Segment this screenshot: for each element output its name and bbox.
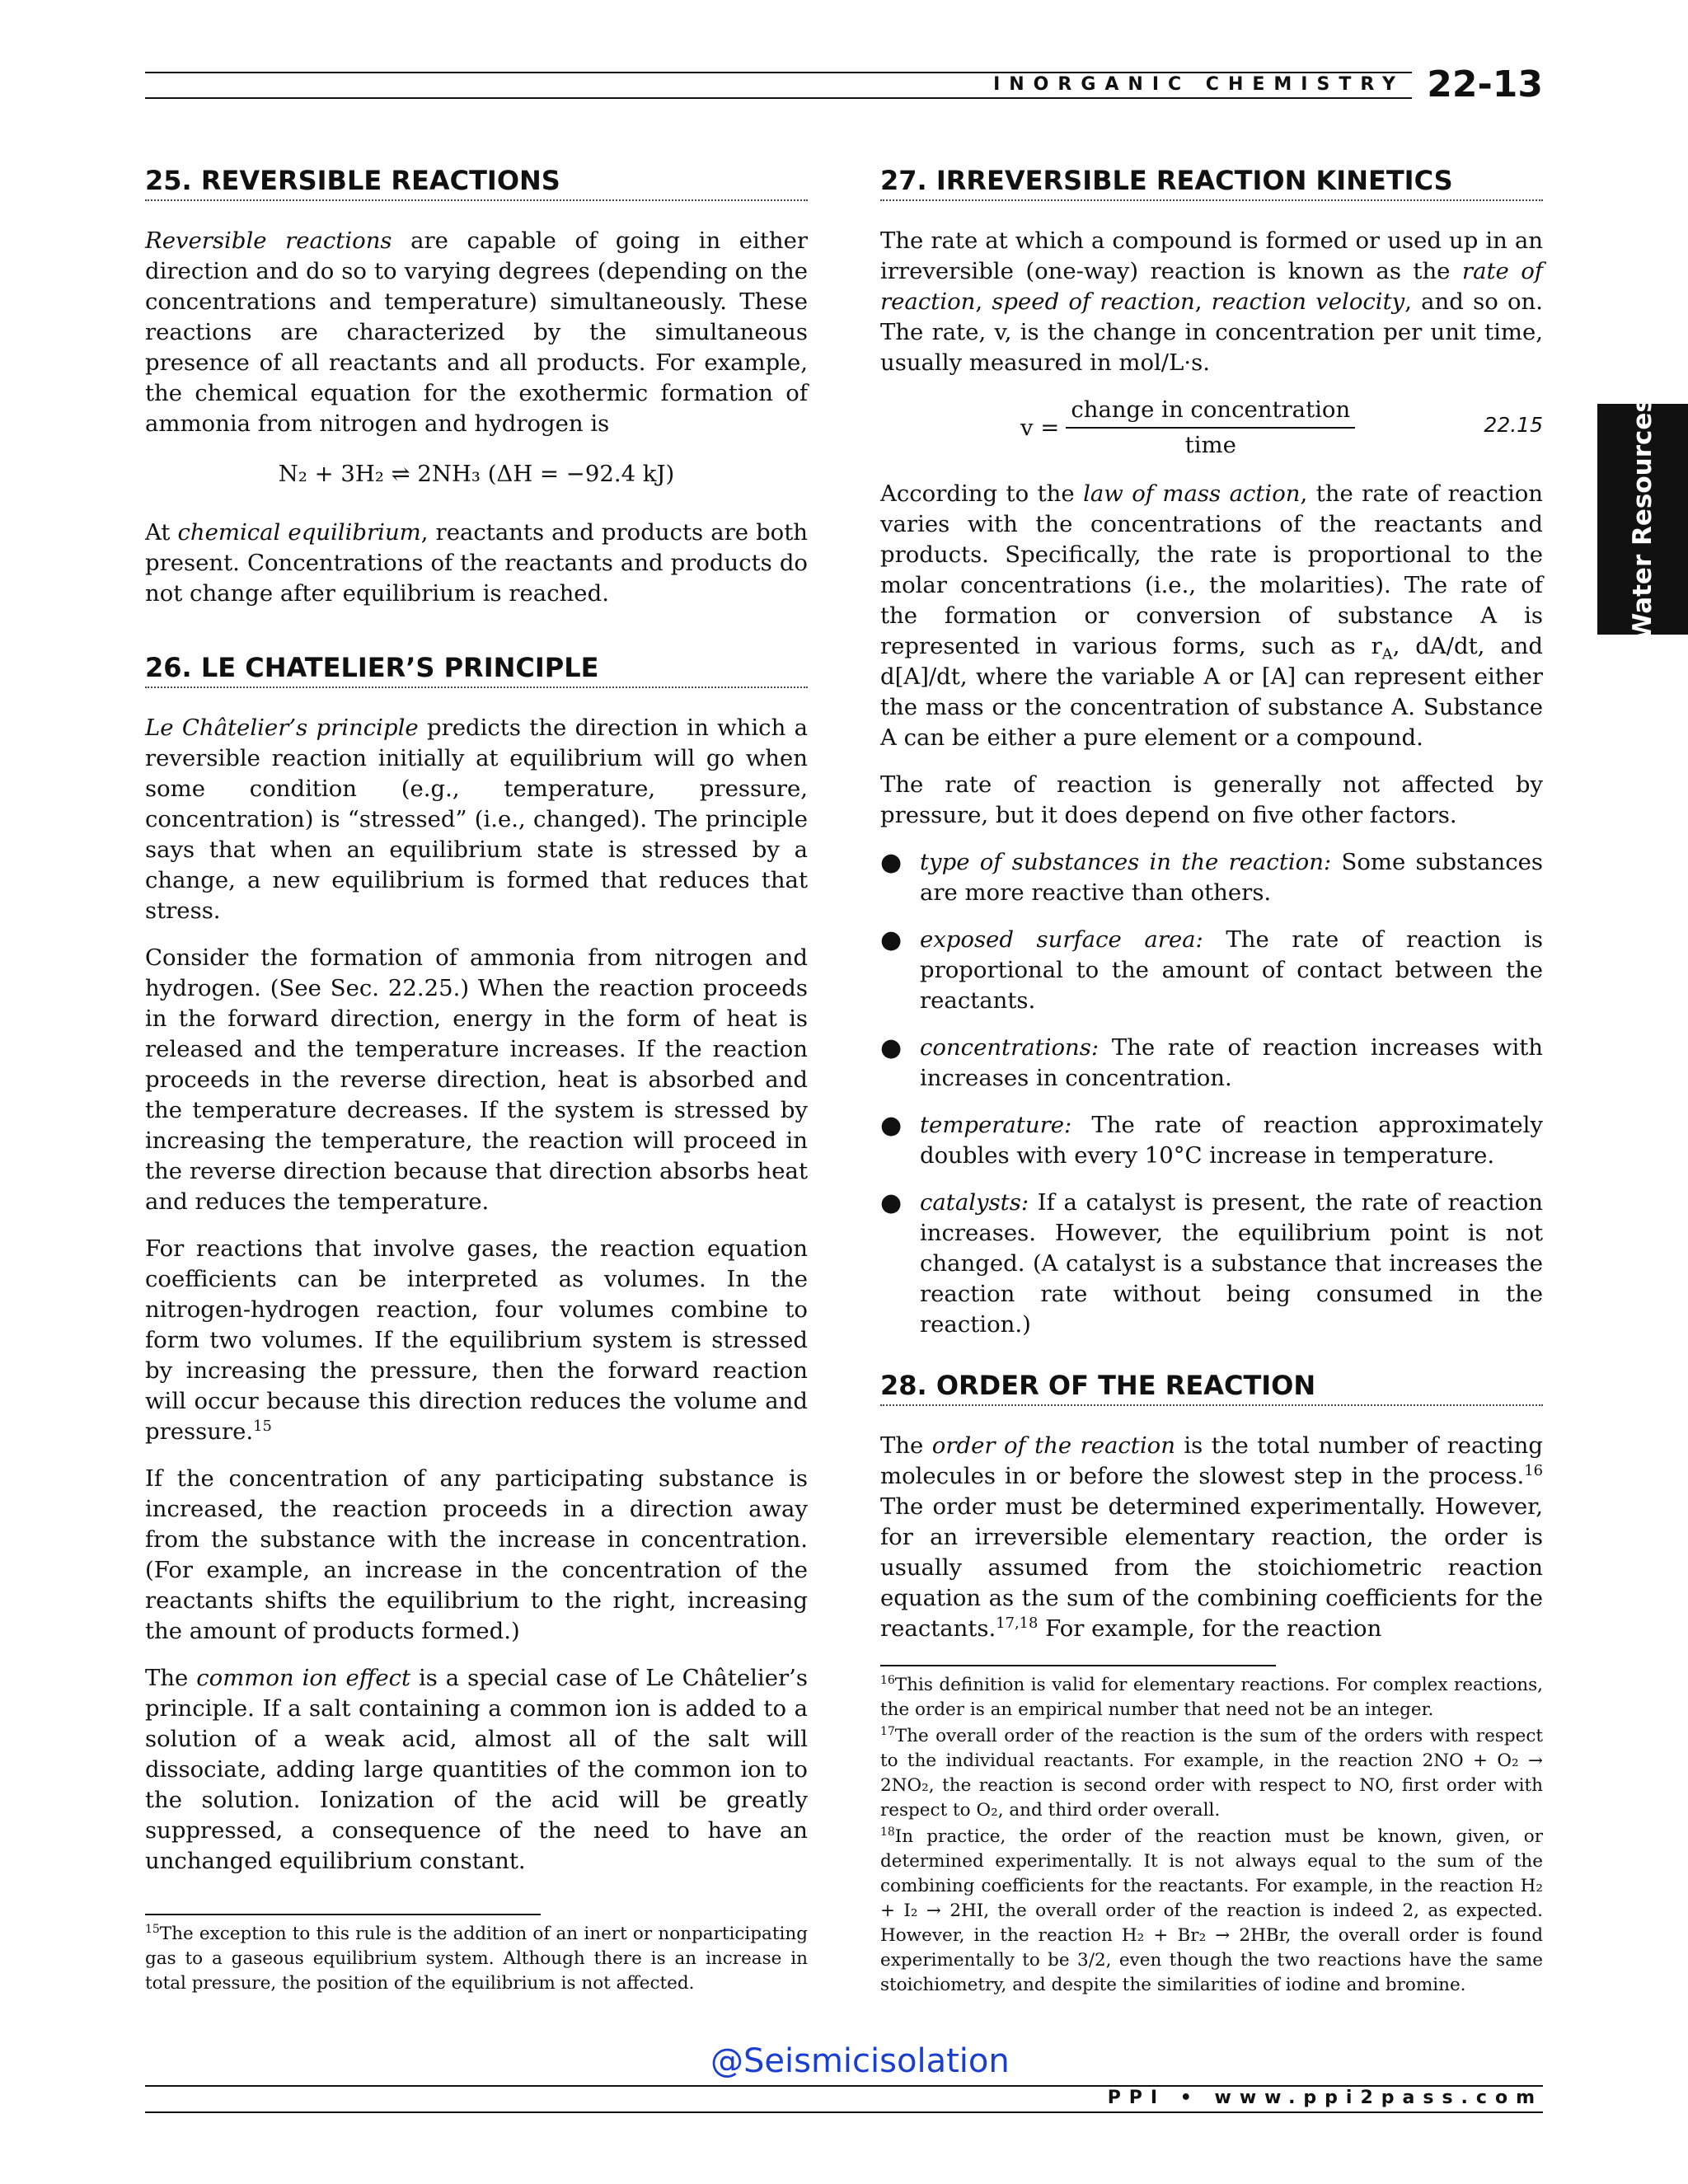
term: reaction velocity: [1211, 288, 1405, 315]
term: law of mass action: [1083, 480, 1301, 507]
list-item: ● catalysts: If a catalyst is present, the rate of reaction increases. However, the equilibrium point is not changed. (A catalyst is a substance that increases the reaction rate without being consumed in the reaction.): [880, 1188, 1543, 1338]
footer-rule-bottom: [145, 2111, 1543, 2113]
footnote-16: $^{16}$This definition is valid for elementary reactions. For complex reactions, the order is an empirical number that need not be an integer.: [880, 1673, 1543, 1720]
term: order of the reaction: [931, 1432, 1175, 1459]
section-26-paragraph-5: The common ion effect is a special case of Le Châtelier’s principle. If a salt containing a common ion is added to a solution of a weak acid, almost all of the salt will dissociate, adding large quantities of the common ion to the solution. Ionization of the acid will be greatly suppressed, a consequence of the need to have an unchanged equilibrium constant.: [145, 1665, 808, 1874]
footnotes-right: [880, 1665, 1543, 1999]
side-tab-label: Water Resources: [1628, 397, 1658, 641]
footnote-ref: 15: [253, 1417, 272, 1435]
list-item: ● temperature: The rate of reaction approximately doubles with every 10°C increase in temperature.: [880, 1111, 1543, 1169]
term: Le Châtelier’s principle: [145, 715, 419, 741]
footnotes-left: [145, 1914, 808, 1998]
header-rule-bottom: [145, 97, 1543, 99]
section-26-heading: 26. LE CHATELIER’S PRINCIPLE: [145, 652, 808, 688]
section-27-paragraph-2: According to the law of mass action, the rate of reaction varies with the concentrations of the reactants and products. Specifically, the rate is proportional to the molar concentrations (i.e., the molarities). The rate of the formation or conversion of substance A is represented in various forms, such as $r_A$, dA/dt, and d[A]/dt, where the variable A or [A] can represent either the mass or the concentration of substance A. Substance A can be either a pure element or a compound.: [880, 480, 1544, 751]
rate-factors-list: [880, 847, 1543, 1340]
rate-equation-lhs: v =: [1020, 414, 1060, 441]
footnote-rule: [145, 1914, 541, 1915]
bullet-icon: ●: [880, 926, 903, 954]
footer-publisher-url: PPI • www.ppi2pass.com: [1107, 2088, 1543, 2108]
section-26-paragraph-2: Consider the formation of ammonia from nitrogen and hydrogen. (See Sec. 22.25.) When the reaction proceeds in the forward direction, energy in the form of heat is released and the temperature increases. If the reaction proceeds in the reverse direction, heat is absorbed and the temperature decreases. If the system is stressed by increasing the temperature, the reaction will proceed in the reverse direction because that direction absorbs heat and reduces the temperature.: [145, 944, 808, 1215]
footnote-17: $^{17}$The overall order of the reaction is the sum of the orders with respect to the individual reactants. For example, in the reaction 2NO + O₂ → 2NO₂, the reaction is second order with respect to NO, first order with respect to O₂, and third order overall.: [880, 1724, 1543, 1821]
section-28-heading: 28. ORDER OF THE REACTION: [880, 1370, 1543, 1406]
footnote-15: $^{15}$The exception to this rule is the addition of an inert or nonparticipating gas to a gaseous equilibrium system. Although there is an increase in total pressure, the position of the equilibrium is not affected.: [145, 1922, 808, 1994]
rate-equation-numerator: change in concentration: [1066, 395, 1355, 429]
list-item: ● type of substances in the reaction: Some substances are more reactive than others.: [880, 848, 1543, 906]
footnote-18: $^{18}$In practice, the order of the reaction must be known, given, or determined experimentally. It is not always equal to the sum of the combining coefficients for the reactants. For example, in the reaction H₂ + I₂ → 2HI, the overall order of the reaction is indeed 2, as expected. However, in the reaction H₂ + Br₂ → 2HBr, the overall order is found experimentally to be 3/2, even though the two reactions have the same stoichiometry, and despite the similarities of iodine and bromine.: [880, 1825, 1543, 1995]
section-28-paragraph-1: The order of the reaction is the total number of reacting molecules in or before the slowest step in the process.$^{16}$ The order must be determined experimentally. However, for an irreversible elementary reaction, the order is usually assumed from the stoichiometric reaction equation as the sum of the combining coefficients for the reactants.$^{17,18}$ For example, for the reaction: [880, 1432, 1543, 1642]
left-column: [145, 165, 808, 1893]
list-item: ● concentrations: The rate of reaction increases with increases in concentration.: [880, 1033, 1543, 1091]
footnote-ref: 17,18: [996, 1614, 1039, 1632]
rate-equation-denominator: time: [1184, 432, 1236, 458]
term: Reversible reactions: [145, 227, 392, 254]
section-27-paragraph-3: The rate of reaction is generally not affected by pressure, but it does depend on five other factors.: [880, 771, 1543, 828]
section-27-paragraph-1: The rate at which a compound is formed or used up in an irreversible (one-way) reaction is known as the rate of reaction, speed of reaction, reaction velocity, and so on. The rate, v, is the change in concentration per unit time, usually measured in mol/L·s.: [880, 227, 1543, 376]
running-title: INORGANIC CHEMISTRY: [993, 74, 1404, 95]
section-25-heading: 25. REVERSIBLE REACTIONS: [145, 165, 808, 201]
footnote-rule: [880, 1665, 1276, 1666]
term: speed of reaction: [992, 288, 1195, 315]
bullet-icon: ●: [880, 1111, 903, 1140]
list-item: ● exposed surface area: The rate of reaction is proportional to the amount of contact between the reactants.: [880, 926, 1543, 1014]
section-27-heading: 27. IRREVERSIBLE REACTION KINETICS: [880, 165, 1543, 201]
ammonia-equation: N₂ + 3H₂ ⇌ 2NH₃ (ΔH = −92.4 kJ): [278, 461, 675, 487]
section-26-paragraph-3: For reactions that involve gases, the reaction equation coefficients can be interpreted as volumes. In the nitrogen-hydrogen reaction, four volumes combine to form two volumes. If the equilibrium system is stressed by increasing the pressure, then the forward reaction will occur because this direction reduces the volume and pressure.$^{15}$: [145, 1235, 808, 1445]
section-26-paragraph-1: Le Châtelier’s principle predicts the direction in which a reversible reaction initially at equilibrium will go when some condition (e.g., temperature, pressure, concentration) is “stressed” (i.e., changed). The principle says that when an equilibrium state is stressed by a change, a new equilibrium is formed that reduces that stress.: [145, 715, 809, 924]
page-number: 22-13: [1412, 62, 1543, 108]
equation-number: 22.15: [1484, 413, 1543, 437]
term: chemical equilibrium: [177, 519, 421, 546]
footnote-ref: 16: [1524, 1461, 1543, 1479]
rate-equation: [880, 395, 1543, 461]
bullet-icon: ●: [880, 1033, 903, 1062]
chapter-side-tab: [1597, 397, 1688, 641]
section-25-paragraph-2: At chemical equilibrium, reactants and products are both present. Concentrations of the reactants and products do not change after equilibrium is reached.: [145, 519, 808, 607]
bullet-icon: ●: [880, 848, 903, 877]
term: rate of reaction: [880, 258, 1543, 315]
right-column: [880, 165, 1543, 1661]
bullet-icon: ●: [880, 1188, 903, 1217]
watermark: @Seismicisolation: [710, 2042, 1010, 2080]
term: common ion effect: [196, 1665, 411, 1691]
section-26-paragraph-4: If the concentration of any participating substance is increased, the reaction proceeds in a direction away from the substance with the increase in concentration. (For example, an increase in the concentration of the reactants shifts the equilibrium to the right, increasing the amount of products formed.): [145, 1465, 808, 1644]
section-25-paragraph-1: Reversible reactions are capable of going in either direction and do so to varying degrees (depending on the concentrations and temperature) simultaneously. These reactions are characterized by the simultaneous presence of all reactants and all products. For example, the chemical equation for the exothermic formation of ammonia from nitrogen and hydrogen is: [145, 227, 808, 437]
